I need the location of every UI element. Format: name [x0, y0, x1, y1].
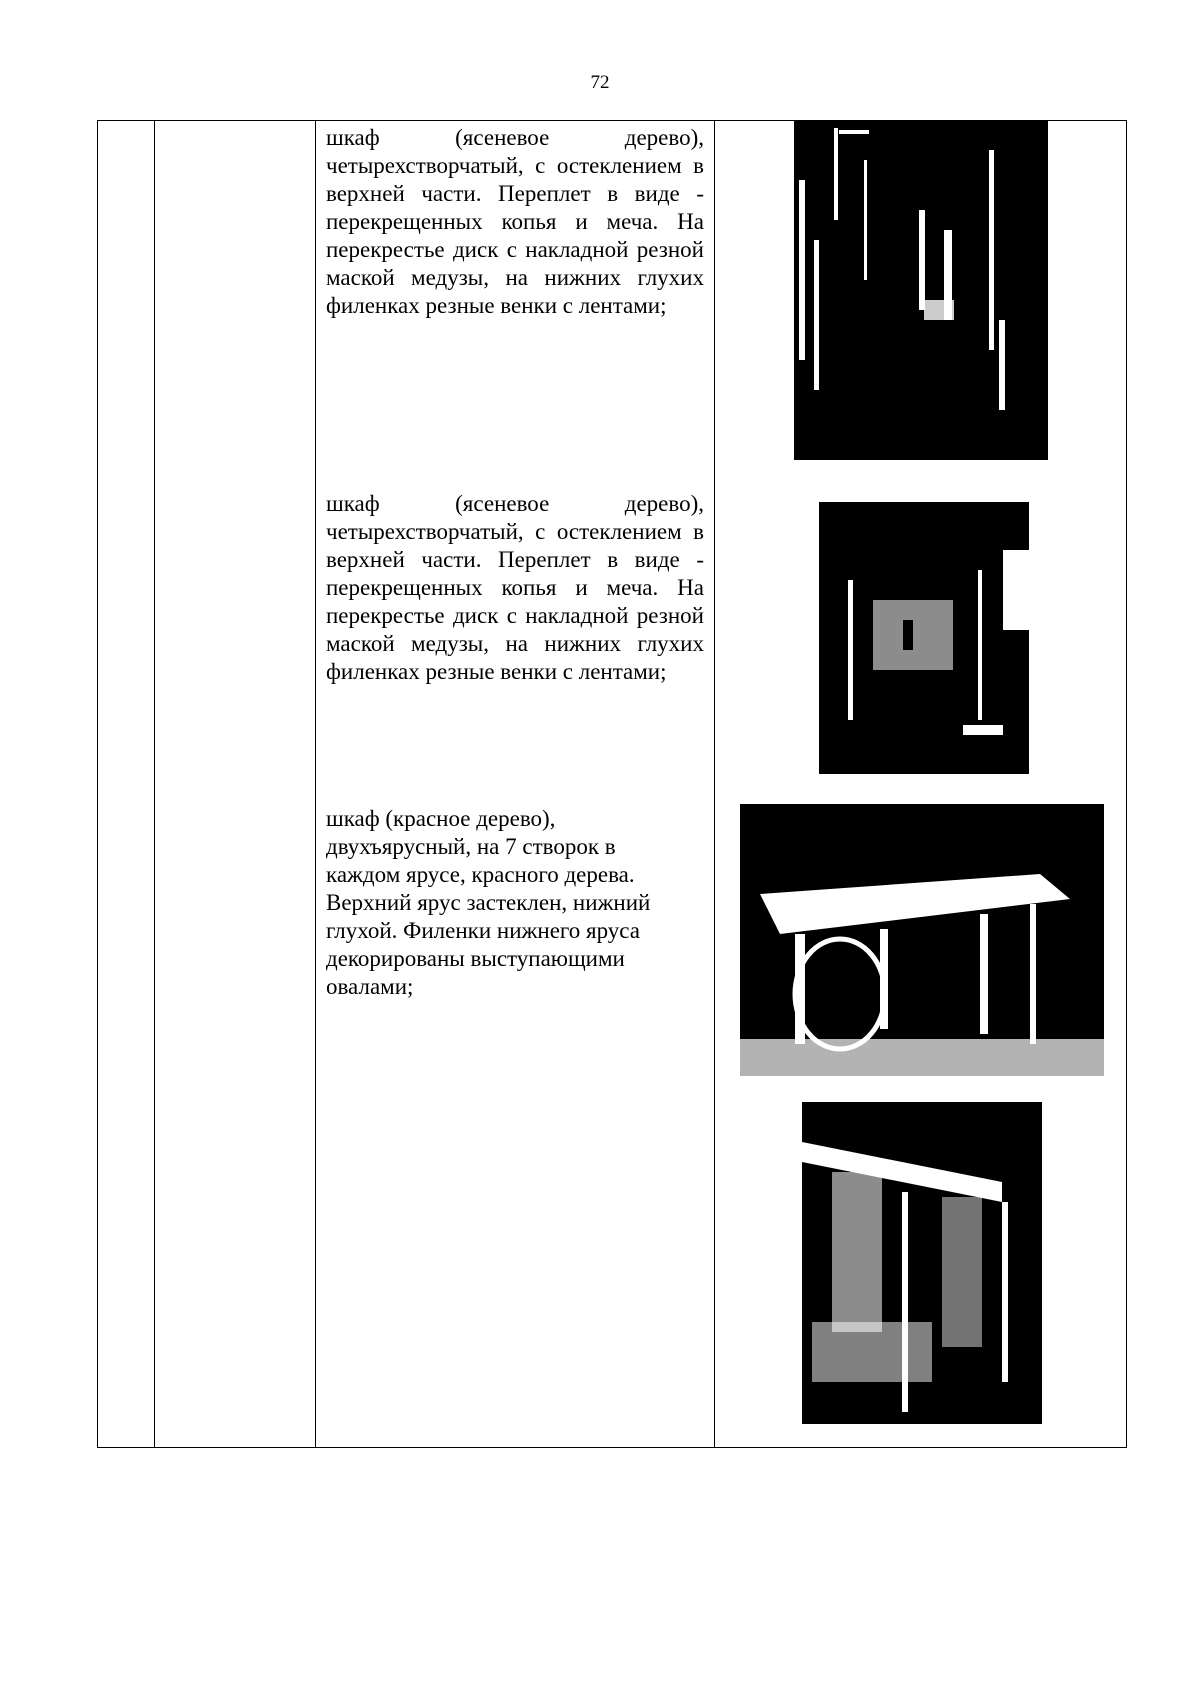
item-description-3: шкаф (красное дерево), двухъярусный, на 7 створок в каждом ярусе, красного дерева. Верхний ярус застеклен, нижний глухой. Филенки нижнего яруса декорированы выступающими овалами; — [326, 806, 651, 999]
column-divider-1 — [154, 120, 155, 1448]
column-divider-2 — [315, 120, 316, 1448]
item-description-2: шкаф (ясеневое дерево), четырехстворчатый, с остеклением в верхней части. Переплет в виде - перекрещенных копья и меча. На перекрестье диск с накладной резной маской медузы, на нижних глухих филенках резные венки с лентами; — [326, 491, 704, 684]
cabinet-photo-4 — [802, 1102, 1042, 1424]
column-divider-3 — [714, 120, 715, 1448]
page-number: 72 — [590, 72, 610, 93]
cabinet-photo-2 — [813, 490, 1029, 774]
cabinet-photo-1 — [794, 120, 1048, 460]
cabinet-photo-3 — [740, 804, 1104, 1076]
item-description-1: шкаф (ясеневое дерево), четырехстворчатый, с остеклением в верхней части. Переплет в виде - перекрещенных копья и меча. На перекрестье диск с накладной резной маской медузы, на нижних глухих филенках резные венки с лентами; — [326, 125, 704, 318]
